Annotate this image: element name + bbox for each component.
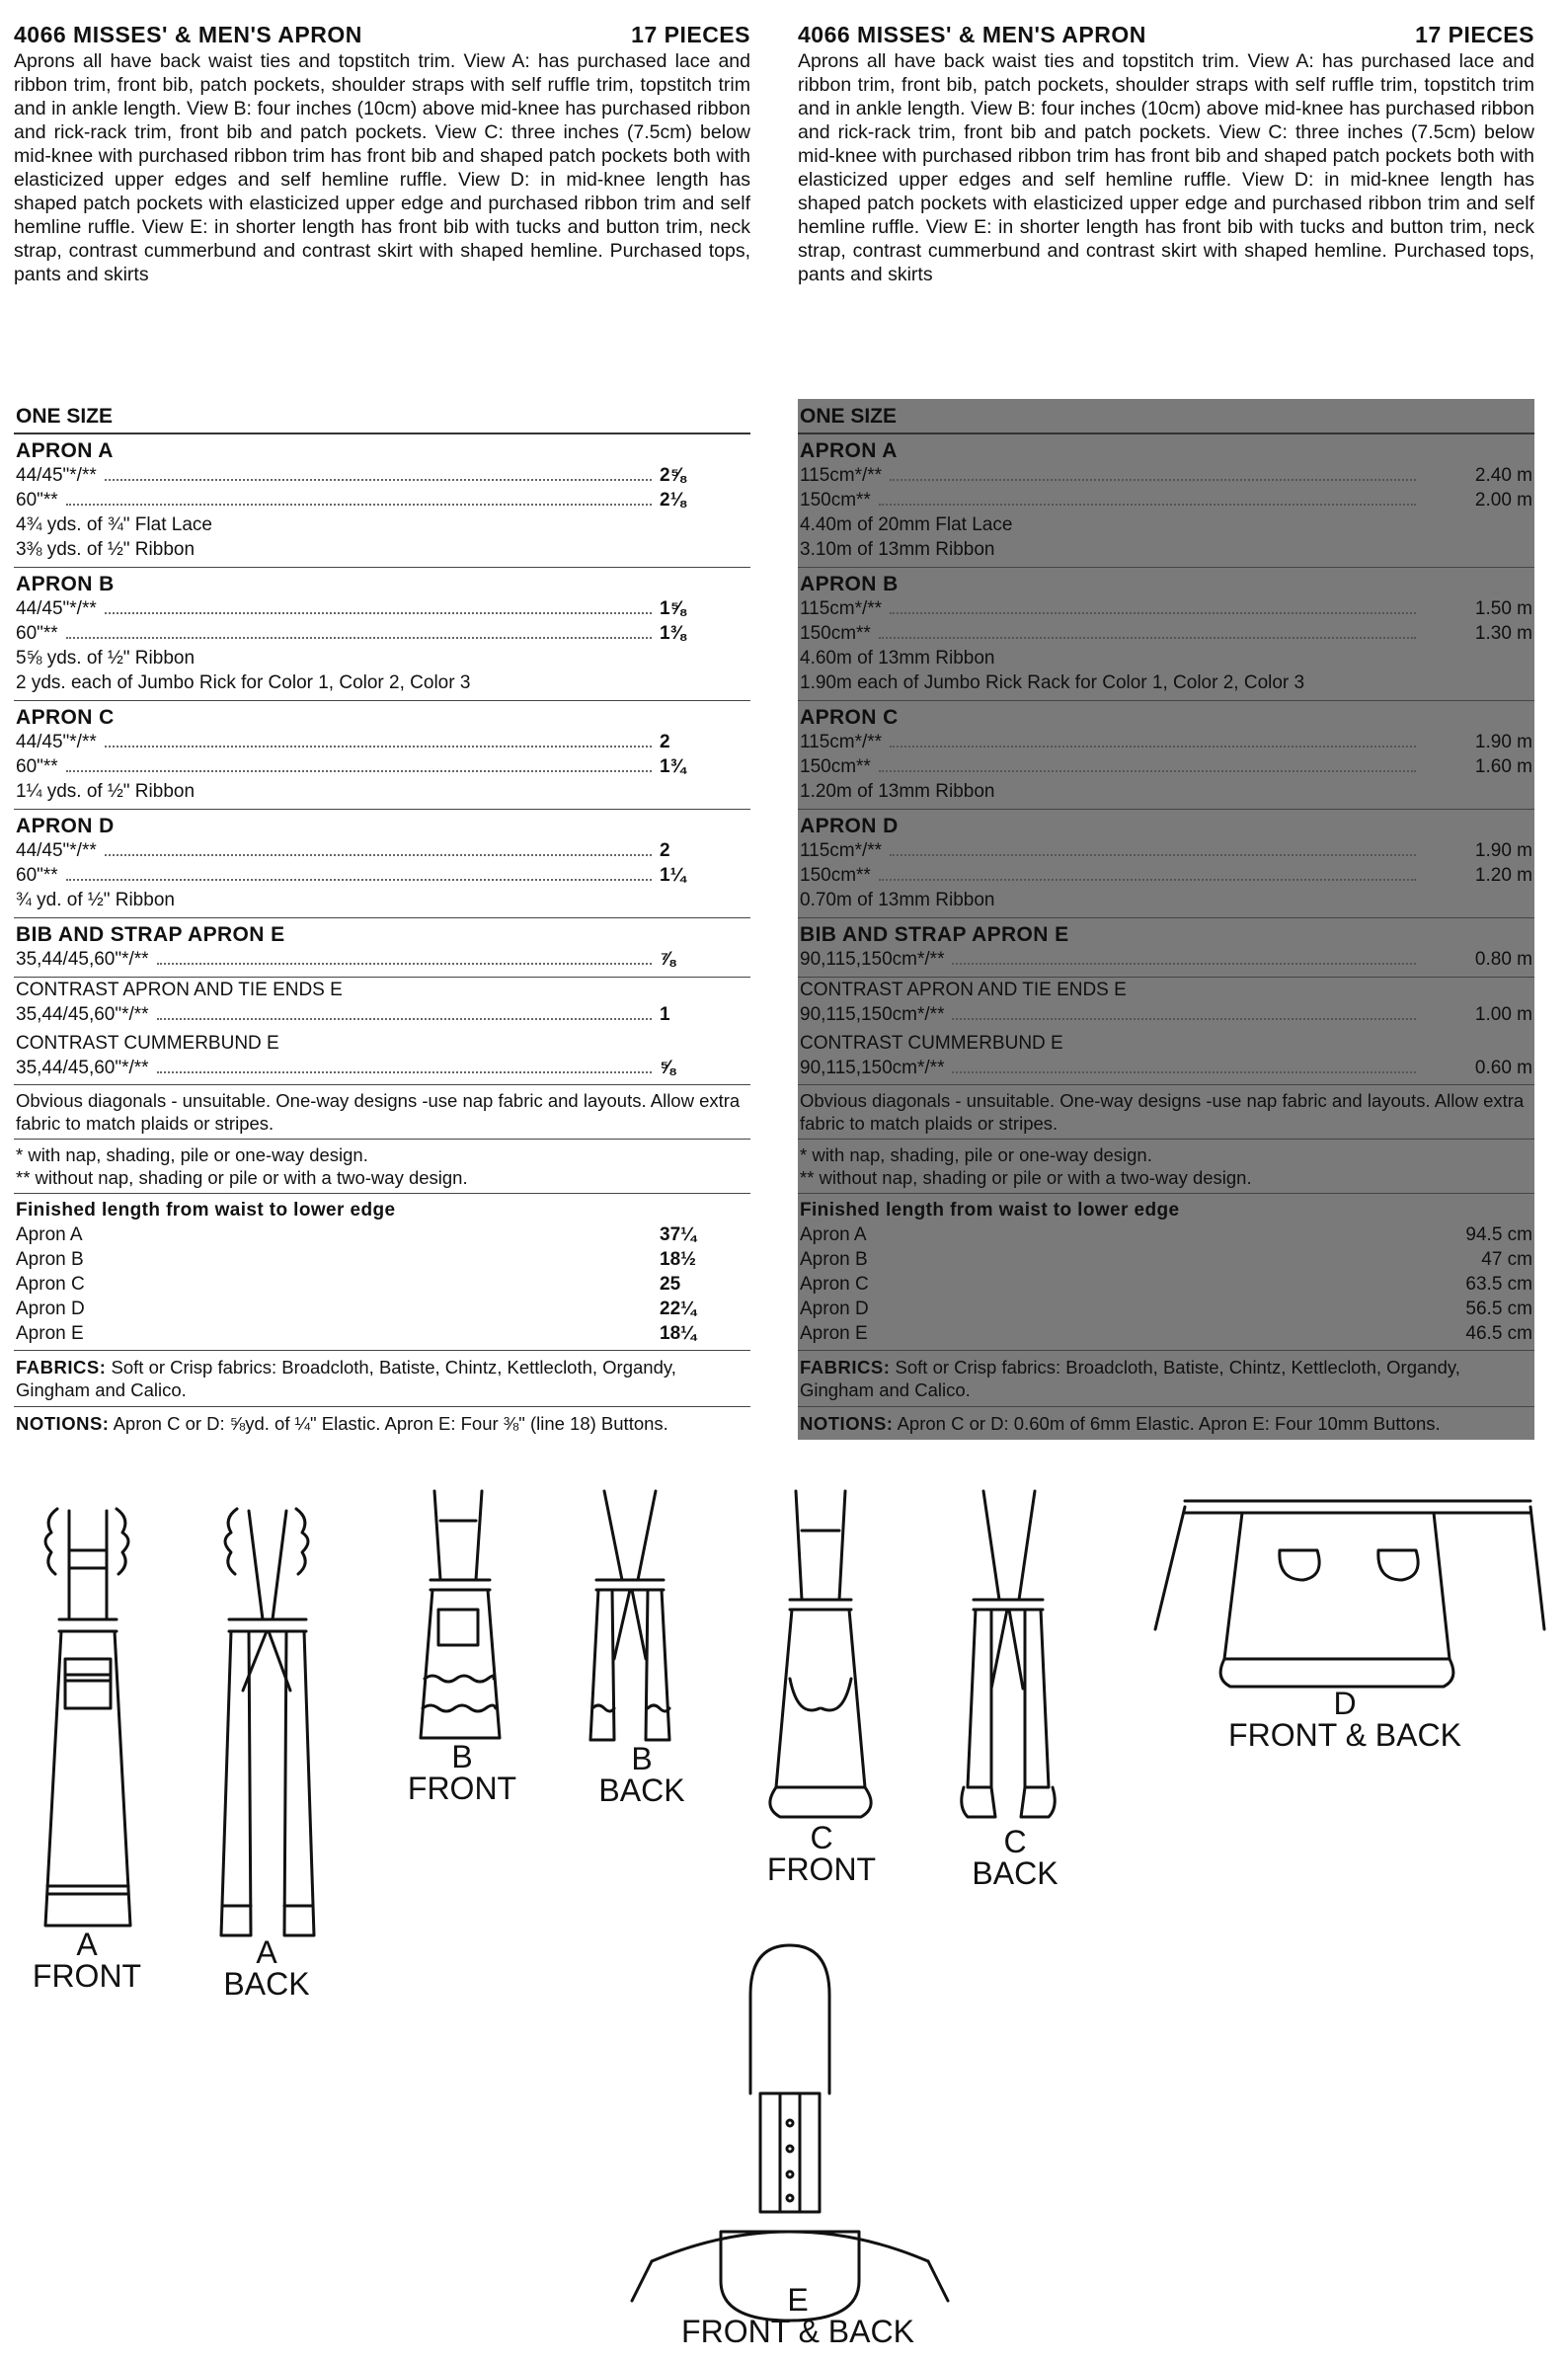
fabric-section [14, 810, 750, 918]
fabric-section [798, 918, 1534, 978]
spacer [92, 1247, 652, 1265]
fabric-section [798, 978, 1534, 1031]
section-title: APRON B [800, 573, 899, 595]
leader-dots [66, 754, 652, 772]
fabric-width: 150cm** [800, 756, 871, 777]
view-a-front-label: FRONT [32, 1958, 142, 1994]
nap-notes [798, 1140, 1534, 1194]
apron-view: Apron A [800, 1224, 867, 1245]
section-title: CONTRAST APRON AND TIE ENDS E [800, 980, 1127, 1000]
view-e-letter: E [787, 2282, 809, 2318]
pattern-header [14, 22, 750, 47]
fabric-width: 44/45"*/** [16, 840, 97, 861]
size-heading: ONE SIZE [798, 399, 1534, 434]
no-nap-note: ** without nap, shading or pile or with a two-way design. [16, 1167, 468, 1188]
layout-notes [798, 1085, 1534, 1140]
trim-requirement: 5⅝ yds. of ½" Ribbon [16, 648, 196, 669]
apron-view: Apron C [800, 1274, 869, 1295]
metric-yardage-chart [798, 399, 1534, 1440]
section-title: CONTRAST CUMMERBUND E [800, 1033, 1063, 1054]
fabric-section [14, 978, 750, 1031]
finished-length-row [16, 1321, 748, 1346]
fabric-amount: ⅞ [660, 949, 675, 970]
fabric-amount: 0.80 m [1474, 949, 1532, 970]
notions-text: Apron C or D: 0.60m of 6mm Elastic. Apron E: Four 10mm Buttons. [893, 1413, 1441, 1434]
fabric-amount: 0.60 m [1474, 1058, 1532, 1078]
finished-length: 18½ [660, 1249, 696, 1270]
finished-length: 94.5 cm [1465, 1224, 1532, 1245]
fabric-amount: 1⅜ [660, 623, 686, 644]
fabric-section [798, 701, 1534, 810]
view-d-letter: D [1333, 1686, 1357, 1721]
spacer [877, 1297, 1416, 1314]
apron-view: Apron E [16, 1323, 84, 1344]
fabric-width-row [800, 838, 1532, 863]
fabric-width: 150cm** [800, 490, 871, 511]
fabric-width: 44/45"*/** [16, 732, 97, 752]
fabric-width: 60"** [16, 623, 58, 644]
leader-dots [157, 1002, 652, 1020]
section-title: BIB AND STRAP APRON E [16, 923, 285, 946]
trim-requirement: 4¾ yds. of ¾" Flat Lace [16, 514, 212, 535]
fabric-width-row [800, 488, 1532, 512]
pattern-description: Aprons all have back waist ties and topstitch trim. View A: has purchased lace and ribbon trim, front bib, patch pockets, shoulder straps with self ruffle trim, topstitch trim and in ankle length. View B: four inches (10cm) above mid-knee has purchased ribbon and rick-rack trim, front bib and patch pockets. View C: three inches (7.5cm) below mid-knee with purchased ribbon trim has front bib and shaped patch pockets both with elasticized upper edges and self hemline ruffle. View D: in mid-knee length has shaped patch pockets with elasticized upper edge and purchased ribbon trim and self hemline ruffle. View E: in shorter length has front bib with tucks and button trim, neck strap, contrast cummerbund and contrast skirt with shaped hemline. Purchased tops, pants and skirts [14, 50, 750, 285]
fabric-width-row [16, 754, 748, 779]
fabric-section [798, 1031, 1534, 1085]
size-heading: ONE SIZE [14, 399, 750, 434]
fabric-amount: 1 [660, 1004, 670, 1025]
fabrics-text: Soft or Crisp fabrics: Broadcloth, Batiste, Chintz, Kettlecloth, Organdy, Gingham and Calico. [800, 1357, 1460, 1400]
imperial-column [14, 22, 750, 1440]
leader-dots [105, 730, 652, 748]
fabric-amount: 1.20 m [1474, 865, 1532, 886]
leader-dots [66, 488, 652, 506]
fabric-section [14, 1031, 750, 1085]
finished-length: 22¼ [660, 1299, 696, 1319]
leader-dots [105, 838, 652, 856]
apron-view: Apron D [800, 1299, 869, 1319]
no-nap-note: ** without nap, shading or pile or with a two-way design. [800, 1167, 1252, 1188]
apron-view: Apron B [16, 1249, 84, 1270]
piece-count: 17 PIECES [1415, 22, 1534, 47]
fabric-amount: 1.30 m [1474, 623, 1532, 644]
leader-dots [879, 488, 1416, 506]
pattern-description: Aprons all have back waist ties and topstitch trim. View A: has purchased lace and ribbon trim, front bib, patch pockets, shoulder straps with self ruffle trim, topstitch trim and in ankle length. View B: four inches (10cm) above mid-knee has purchased ribbon and rick-rack trim, front bib and patch pockets. View C: three inches (7.5cm) below mid-knee with purchased ribbon trim has front bib and shaped patch pockets both with elasticized upper edges and self hemline ruffle. View D: in mid-knee length has shaped patch pockets with elasticized upper edge and purchased ribbon trim and self hemline ruffle. View E: in shorter length has front bib with tucks and button trim, neck strap, contrast cummerbund and contrast skirt with shaped hemline. Purchased tops, pants and skirts [798, 50, 1534, 285]
fabric-width-row [16, 947, 748, 972]
apron-view: Apron C [16, 1274, 85, 1295]
fabric-width-row [16, 621, 748, 646]
nap-note: * with nap, shading, pile or one-way design. [800, 1144, 1152, 1165]
finished-length-row [800, 1222, 1532, 1247]
finished-length-row [800, 1247, 1532, 1272]
finished-length-row [16, 1247, 748, 1272]
notions-block [798, 1407, 1534, 1440]
spacer [877, 1272, 1416, 1290]
finished-length-row [16, 1272, 748, 1297]
section-title: APRON C [800, 706, 899, 729]
section-title: APRON D [16, 815, 115, 837]
pattern-title: 4066 MISSES' & MEN'S APRON [14, 22, 362, 47]
view-a-front-letter: A [76, 1927, 98, 1962]
yardage-chart [14, 399, 750, 1440]
fabric-sections [798, 434, 1534, 1085]
view-d-label: FRONT & BACK [1228, 1717, 1461, 1753]
leader-dots [879, 863, 1416, 881]
fabric-width-row [16, 488, 748, 512]
leader-dots [105, 463, 652, 481]
fabrics-text: Soft or Crisp fabrics: Broadcloth, Batiste, Chintz, Kettlecloth, Organdy, Gingham and Calico. [16, 1357, 676, 1400]
apron-b-front-drawing [421, 1491, 500, 1738]
trim-requirement: 3.10m of 13mm Ribbon [800, 539, 995, 560]
fabric-amount: 1¼ [660, 865, 686, 886]
notions-text: Apron C or D: ⅝yd. of ¼" Elastic. Apron E: Four ⅜" (line 18) Buttons. [109, 1413, 668, 1434]
spacer [93, 1297, 652, 1314]
view-b-back-label: BACK [598, 1772, 685, 1808]
fabric-width: 150cm** [800, 865, 871, 886]
leader-dots [890, 463, 1416, 481]
fabric-section [14, 568, 750, 701]
trim-requirement: 1¼ yds. of ½" Ribbon [16, 781, 196, 802]
trim-requirement: 0.70m of 13mm Ribbon [800, 890, 995, 910]
fabric-amount: 1.90 m [1474, 840, 1532, 861]
fabric-width: 115cm*/** [800, 840, 883, 861]
apron-c-back-drawing [962, 1491, 1056, 1817]
fabric-width-row [800, 730, 1532, 754]
fabric-width-row [16, 596, 748, 621]
section-title: APRON A [800, 439, 898, 462]
finished-length: 63.5 cm [1465, 1274, 1532, 1295]
fabric-amount: 1⅝ [660, 598, 686, 619]
fabric-width: 90,115,150cm*/** [800, 1058, 945, 1078]
fabric-width-row [16, 838, 748, 863]
finished-length-row [800, 1297, 1532, 1321]
fabric-section [798, 810, 1534, 918]
section-title: CONTRAST CUMMERBUND E [16, 1033, 279, 1054]
section-title: APRON B [16, 573, 115, 595]
trim-requirement: 4.40m of 20mm Flat Lace [800, 514, 1013, 535]
apron-view: Apron B [800, 1249, 868, 1270]
trim-requirement: 1.20m of 13mm Ribbon [800, 781, 995, 802]
fabric-amount: 2⅛ [660, 490, 686, 511]
view-c-back-letter: C [1003, 1824, 1027, 1859]
leader-dots [66, 621, 652, 639]
fabrics-label: FABRICS: [16, 1357, 107, 1378]
fabric-section [14, 434, 750, 568]
fabric-width: 60"** [16, 865, 58, 886]
finished-length-row [16, 1222, 748, 1247]
leader-dots [890, 838, 1416, 856]
fabric-width-row [800, 1002, 1532, 1027]
fabric-width-row [16, 463, 748, 488]
fabric-section [798, 434, 1534, 568]
fabric-amount: 1.00 m [1474, 1004, 1532, 1025]
fabric-amount: 2.40 m [1474, 465, 1532, 486]
leader-dots [952, 1002, 1416, 1020]
finished-lengths [14, 1194, 750, 1351]
trim-requirement: 1.90m each of Jumbo Rick Rack for Color 1, Color 2, Color 3 [800, 672, 1305, 693]
fabric-sections [14, 434, 750, 1085]
apron-d-drawing [1155, 1501, 1544, 1687]
apron-view: Apron A [16, 1224, 83, 1245]
finished-length: 18¼ [660, 1323, 696, 1344]
fabric-width: 44/45"*/** [16, 465, 97, 486]
leader-dots [157, 1056, 652, 1073]
fabric-amount: 1.60 m [1474, 756, 1532, 777]
piece-count: 17 PIECES [631, 22, 750, 47]
fabric-width: 35,44/45,60"*/** [16, 1058, 149, 1078]
view-c-front-letter: C [810, 1820, 833, 1855]
fabric-amount: 2 [660, 732, 670, 752]
fabric-width: 90,115,150cm*/** [800, 949, 945, 970]
fabric-section [14, 918, 750, 978]
fabrics-label: FABRICS: [800, 1357, 891, 1378]
finished-lengths [798, 1194, 1534, 1351]
apron-view: Apron D [16, 1299, 85, 1319]
fabric-section [14, 701, 750, 810]
fabrics-block [798, 1351, 1534, 1407]
nap-note: * with nap, shading, pile or one-way design. [16, 1144, 368, 1165]
fabric-amount: 2⅝ [660, 465, 686, 486]
leader-dots [157, 947, 652, 965]
fabrics-block [14, 1351, 750, 1407]
fabric-width-row [800, 463, 1532, 488]
pattern-header [798, 22, 1534, 47]
metric-column [798, 22, 1534, 1440]
fabric-width: 35,44/45,60"*/** [16, 949, 149, 970]
spacer [875, 1222, 1416, 1240]
fabric-amount: 2.00 m [1474, 490, 1532, 511]
view-a-back-label: BACK [223, 1966, 310, 2002]
view-illustrations [0, 1481, 1568, 2362]
fabric-amount: 1.50 m [1474, 598, 1532, 619]
apron-b-back-drawing [590, 1491, 669, 1740]
notions-label: NOTIONS: [16, 1413, 110, 1434]
fabric-width-row [16, 730, 748, 754]
apron-a-front-drawing [45, 1509, 130, 1926]
finished-title: Finished length from waist to lower edge [800, 1200, 1180, 1220]
finished-length-row [800, 1321, 1532, 1346]
leader-dots [879, 754, 1416, 772]
fabric-width: 150cm** [800, 623, 871, 644]
spacer [876, 1247, 1416, 1265]
fabric-width: 60"** [16, 756, 58, 777]
fabric-width: 60"** [16, 490, 58, 511]
fabric-amount: 2 [660, 840, 670, 861]
pattern-title: 4066 MISSES' & MEN'S APRON [798, 22, 1146, 47]
finished-title: Finished length from waist to lower edge [16, 1200, 396, 1220]
trim-requirement: 3⅜ yds. of ½" Ribbon [16, 539, 196, 560]
fabric-width-row [16, 1002, 748, 1027]
finished-length: 37¼ [660, 1224, 696, 1245]
finished-length: 47 cm [1481, 1249, 1532, 1270]
trim-requirement: 2 yds. each of Jumbo Rick for Color 1, Color 2, Color 3 [16, 672, 471, 693]
fabric-section [798, 568, 1534, 701]
leader-dots [952, 947, 1416, 965]
view-e-label: FRONT & BACK [681, 2314, 914, 2349]
view-b-front-label: FRONT [407, 1771, 517, 1806]
apron-view: Apron E [800, 1323, 868, 1344]
notions-block [14, 1407, 750, 1440]
fabric-width-row [16, 1056, 748, 1080]
view-a-back-letter: A [256, 1934, 277, 1970]
section-title: BIB AND STRAP APRON E [800, 923, 1069, 946]
finished-length: 56.5 cm [1465, 1299, 1532, 1319]
diagonals-note: Obvious diagonals - unsuitable. One-way designs -use nap fabric and layouts. Allow extra fabric to match plaids or stripes. [800, 1090, 1525, 1134]
diagonals-note: Obvious diagonals - unsuitable. One-way designs -use nap fabric and layouts. Allow extra fabric to match plaids or stripes. [16, 1090, 741, 1134]
layout-notes [14, 1085, 750, 1140]
fabric-width: 90,115,150cm*/** [800, 1004, 945, 1025]
fabric-width: 115cm*/** [800, 465, 883, 486]
spacer [876, 1321, 1416, 1339]
fabric-amount: ⅝ [660, 1058, 675, 1078]
fabric-width-row [800, 621, 1532, 646]
finished-length: 46.5 cm [1465, 1323, 1532, 1344]
notions-label: NOTIONS: [800, 1413, 894, 1434]
finished-length-row [800, 1272, 1532, 1297]
section-title: CONTRAST APRON AND TIE ENDS E [16, 980, 343, 1000]
spacer [92, 1321, 652, 1339]
spacer [91, 1222, 652, 1240]
view-c-front-label: FRONT [766, 1851, 877, 1887]
fabric-width: 44/45"*/** [16, 598, 97, 619]
fabric-width-row [800, 863, 1532, 888]
leader-dots [890, 730, 1416, 748]
spacer [93, 1272, 652, 1290]
leader-dots [66, 863, 652, 881]
apron-a-back-drawing [221, 1509, 314, 1935]
fabric-width-row [800, 947, 1532, 972]
section-title: APRON A [16, 439, 114, 462]
section-title: APRON C [16, 706, 115, 729]
finished-length: 25 [660, 1274, 681, 1295]
apron-e-drawing [632, 1945, 948, 2321]
fabric-width-row [16, 863, 748, 888]
fabric-width-row [800, 754, 1532, 779]
fabric-width: 115cm*/** [800, 598, 883, 619]
fabric-width: 35,44/45,60"*/** [16, 1004, 149, 1025]
trim-requirement: ¾ yd. of ½" Ribbon [16, 890, 175, 910]
trim-requirement: 4.60m of 13mm Ribbon [800, 648, 995, 669]
leader-dots [879, 621, 1416, 639]
fabric-width: 115cm*/** [800, 732, 883, 752]
leader-dots [105, 596, 652, 614]
fabric-amount: 1¾ [660, 756, 686, 777]
view-b-back-letter: B [631, 1741, 653, 1776]
fabric-width-row [800, 1056, 1532, 1080]
view-b-front-letter: B [451, 1739, 473, 1774]
leader-dots [952, 1056, 1416, 1073]
apron-c-front-drawing [770, 1491, 871, 1817]
leader-dots [890, 596, 1416, 614]
fabric-width-row [800, 596, 1532, 621]
section-title: APRON D [800, 815, 899, 837]
fabric-amount: 1.90 m [1474, 732, 1532, 752]
nap-notes [14, 1140, 750, 1194]
view-c-back-label: BACK [972, 1855, 1058, 1891]
finished-length-row [16, 1297, 748, 1321]
